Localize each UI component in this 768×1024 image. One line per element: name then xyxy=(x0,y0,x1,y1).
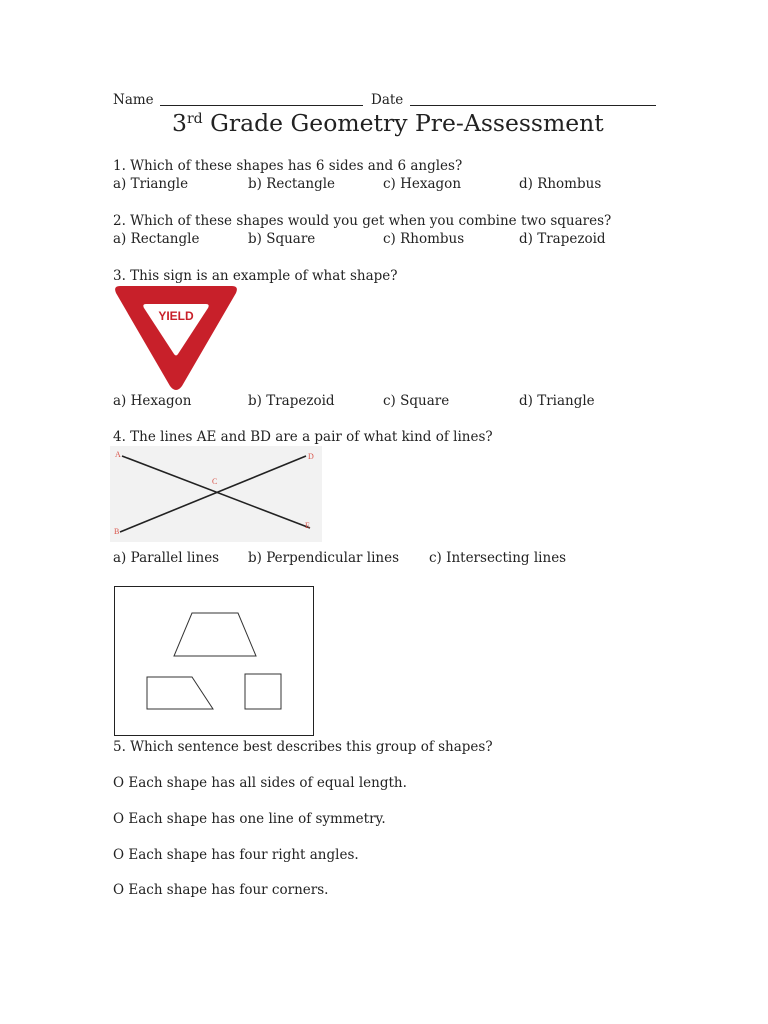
q4-option-c[interactable]: c) Intersecting lines xyxy=(429,550,567,566)
yield-sign-image xyxy=(110,282,242,394)
q1-option-d[interactable]: d) Rhombus xyxy=(519,176,602,192)
q2-option-a[interactable]: a) Rectangle xyxy=(113,231,200,247)
q1-option-b[interactable]: b) Rectangle xyxy=(248,176,336,192)
point-c-label: C xyxy=(212,477,218,486)
date-label: Date xyxy=(371,92,404,108)
figure-border xyxy=(115,587,314,736)
q5-option-2[interactable]: O Each shape has one line of symmetry. xyxy=(113,811,386,827)
question-2-text: 2. Which of these shapes would you get when you combine two squares? xyxy=(113,213,612,229)
q4-option-b[interactable]: b) Perpendicular lines xyxy=(248,550,400,566)
q2-option-d[interactable]: d) Trapezoid xyxy=(519,231,606,247)
intersecting-lines-diagram xyxy=(110,446,322,542)
q5-option-3[interactable]: O Each shape has four right angles. xyxy=(113,847,359,863)
yield-sign-text: YIELD xyxy=(158,309,194,323)
title-grade-number: 3 xyxy=(172,109,187,137)
q2-option-c[interactable]: c) Rhombus xyxy=(383,231,465,247)
point-d-label: D xyxy=(308,452,314,461)
point-a-label: A xyxy=(115,450,121,459)
q3-option-b[interactable]: b) Trapezoid xyxy=(248,393,335,409)
point-b-label: B xyxy=(114,527,120,536)
page-title xyxy=(172,109,604,137)
q1-option-a[interactable]: a) Triangle xyxy=(113,176,189,192)
name-blank[interactable] xyxy=(160,105,363,106)
q5-option-4[interactable]: O Each shape has four corners. xyxy=(113,882,329,898)
point-e-label: E xyxy=(305,521,310,530)
q3-option-c[interactable]: c) Square xyxy=(383,393,450,409)
q1-option-c[interactable]: c) Hexagon xyxy=(383,176,462,192)
question-5-text: 5. Which sentence best describes this group of shapes? xyxy=(113,739,493,755)
question-1-text: 1. Which of these shapes has 6 sides and 6 angles? xyxy=(113,158,463,174)
date-blank[interactable] xyxy=(410,105,656,106)
q2-option-b[interactable]: b) Square xyxy=(248,231,316,247)
q3-option-a[interactable]: a) Hexagon xyxy=(113,393,192,409)
title-ordinal: rd xyxy=(186,111,203,127)
question-3-text: 3. This sign is an example of what shape? xyxy=(113,268,398,284)
question-4-text: 4. The lines AE and BD are a pair of what kind of lines? xyxy=(113,429,493,445)
q5-option-1[interactable]: O Each shape has all sides of equal length. xyxy=(113,775,407,791)
shapes-group-figure xyxy=(114,586,315,737)
q3-option-d[interactable]: d) Triangle xyxy=(519,393,595,409)
title-text: Grade Geometry Pre-Assessment xyxy=(202,109,604,137)
q4-option-a[interactable]: a) Parallel lines xyxy=(113,550,220,566)
name-label: Name xyxy=(113,92,154,108)
